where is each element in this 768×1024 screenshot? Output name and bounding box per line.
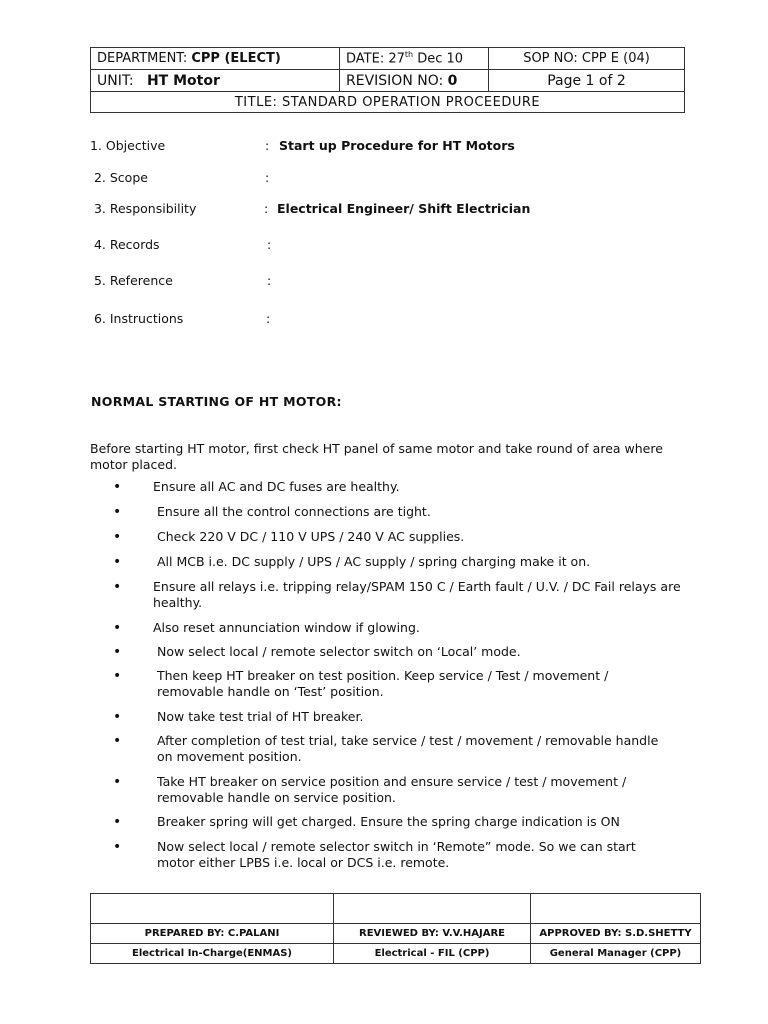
bullet-text: Also reset annunciation window if glowing. — [153, 620, 420, 635]
item-key: 2. Scope — [90, 170, 148, 185]
department-label: DEPARTMENT: — [97, 51, 188, 66]
item-value: Start up Procedure for HT Motors — [279, 138, 515, 153]
bullet-text: Take HT breaker on service position and ensure service / test / movement / removable handle on service position. — [157, 774, 627, 805]
department-cell — [91, 48, 340, 70]
signature-cell-prepared — [91, 894, 334, 924]
item-colon: : — [267, 237, 272, 252]
item-key: 4. Records — [90, 237, 160, 252]
item-key: 5. Reference — [90, 273, 173, 288]
bullet-text: Check 220 V DC / 110 V UPS / 240 V AC supplies. — [157, 529, 465, 544]
bullet-icon: • — [113, 529, 122, 545]
date-label: DATE: 27 — [346, 51, 405, 67]
bullet-icon: • — [113, 620, 122, 636]
reviewed-by: REVIEWED BY: V.V.HAJARE — [334, 924, 531, 944]
date-sup: th — [404, 50, 414, 60]
item-key: 6. Instructions — [90, 311, 184, 326]
bullet-text: Breaker spring will get charged. Ensure the spring charge indication is ON — [157, 814, 620, 829]
header-table — [90, 47, 685, 113]
page-cell — [489, 70, 685, 92]
approved-role: General Manager (CPP) — [531, 944, 701, 964]
page-number: Page 1 of 2 — [547, 72, 626, 89]
item-colon: : — [265, 170, 270, 185]
bullet-icon: • — [113, 479, 122, 495]
date-cell — [340, 48, 489, 70]
item-value: Electrical Engineer/ Shift Electrician — [277, 201, 531, 216]
bullet-text: Then keep HT breaker on test position. Keep service / Test / movement / removable handle on ‘Test’ position. — [157, 668, 609, 699]
reviewed-role: Electrical - FIL (CPP) — [334, 944, 531, 964]
bullet-text: All MCB i.e. DC supply / UPS / AC supply / spring charging make it on. — [157, 554, 591, 569]
sop-cell — [489, 48, 685, 70]
item-key: 3. Responsibility — [90, 201, 197, 216]
unit-label: UNIT: — [97, 72, 134, 89]
bullet-icon: • — [113, 644, 122, 660]
bullet-icon: • — [113, 839, 122, 855]
document-title: TITLE: STANDARD OPERATION PROCEEDURE — [234, 94, 541, 110]
bullet-icon: • — [113, 774, 122, 790]
bullet-icon: • — [113, 554, 122, 570]
signature-cell-approved — [531, 894, 701, 924]
item-colon: : — [264, 201, 269, 216]
unit-value: HT Motor — [146, 72, 220, 89]
bullet-icon: • — [113, 668, 122, 684]
revision-cell — [340, 70, 489, 92]
bullet-text: Now take test trial of HT breaker. — [157, 709, 364, 724]
section-heading: NORMAL STARTING OF HT MOTOR: — [91, 394, 342, 409]
bullet-text: Now select local / remote selector switch in ‘Remote” mode. So we can start motor either LPBS i.e. local or DCS i.e. remote. — [157, 839, 636, 870]
revision-label: REVISION NO: — [346, 72, 444, 89]
intro-paragraph: Before starting HT motor, first check HT panel of same motor and take round of area where motor placed. — [90, 441, 663, 472]
bullet-text: Ensure all AC and DC fuses are healthy. — [153, 479, 400, 494]
approved-by: APPROVED BY: S.D.SHETTY — [531, 924, 701, 944]
bullet-text: After completion of test trial, take service / test / movement / removable handle on movement position. — [157, 733, 659, 764]
sop-label: SOP NO: CPP E (04) — [523, 51, 650, 66]
bullet-text: Ensure all relays i.e. tripping relay/SPAM 150 C / Earth fault / U.V. / DC Fail relays are healthy. — [153, 579, 681, 610]
bullet-icon: • — [113, 709, 122, 725]
item-colon: : — [266, 311, 271, 326]
revision-value: 0 — [447, 72, 458, 89]
item-colon: : — [265, 138, 270, 153]
item-key: 1. Objective — [90, 138, 166, 153]
bullet-text: Now select local / remote selector switch on ‘Local’ mode. — [157, 644, 521, 659]
bullet-icon: • — [113, 814, 122, 830]
date-rest: Dec 10 — [413, 51, 464, 67]
bullet-text: Ensure all the control connections are tight. — [157, 504, 431, 519]
approval-table — [90, 893, 701, 964]
bullet-icon: • — [113, 733, 122, 749]
item-colon: : — [267, 273, 272, 288]
prepared-role: Electrical In-Charge(ENMAS) — [91, 944, 334, 964]
prepared-by: PREPARED BY: C.PALANI — [91, 924, 334, 944]
title-cell — [91, 92, 685, 113]
department-value: CPP (ELECT) — [191, 51, 281, 66]
signature-cell-reviewed — [334, 894, 531, 924]
bullet-icon: • — [113, 579, 122, 595]
unit-cell — [91, 70, 340, 92]
bullet-icon: • — [113, 504, 122, 520]
